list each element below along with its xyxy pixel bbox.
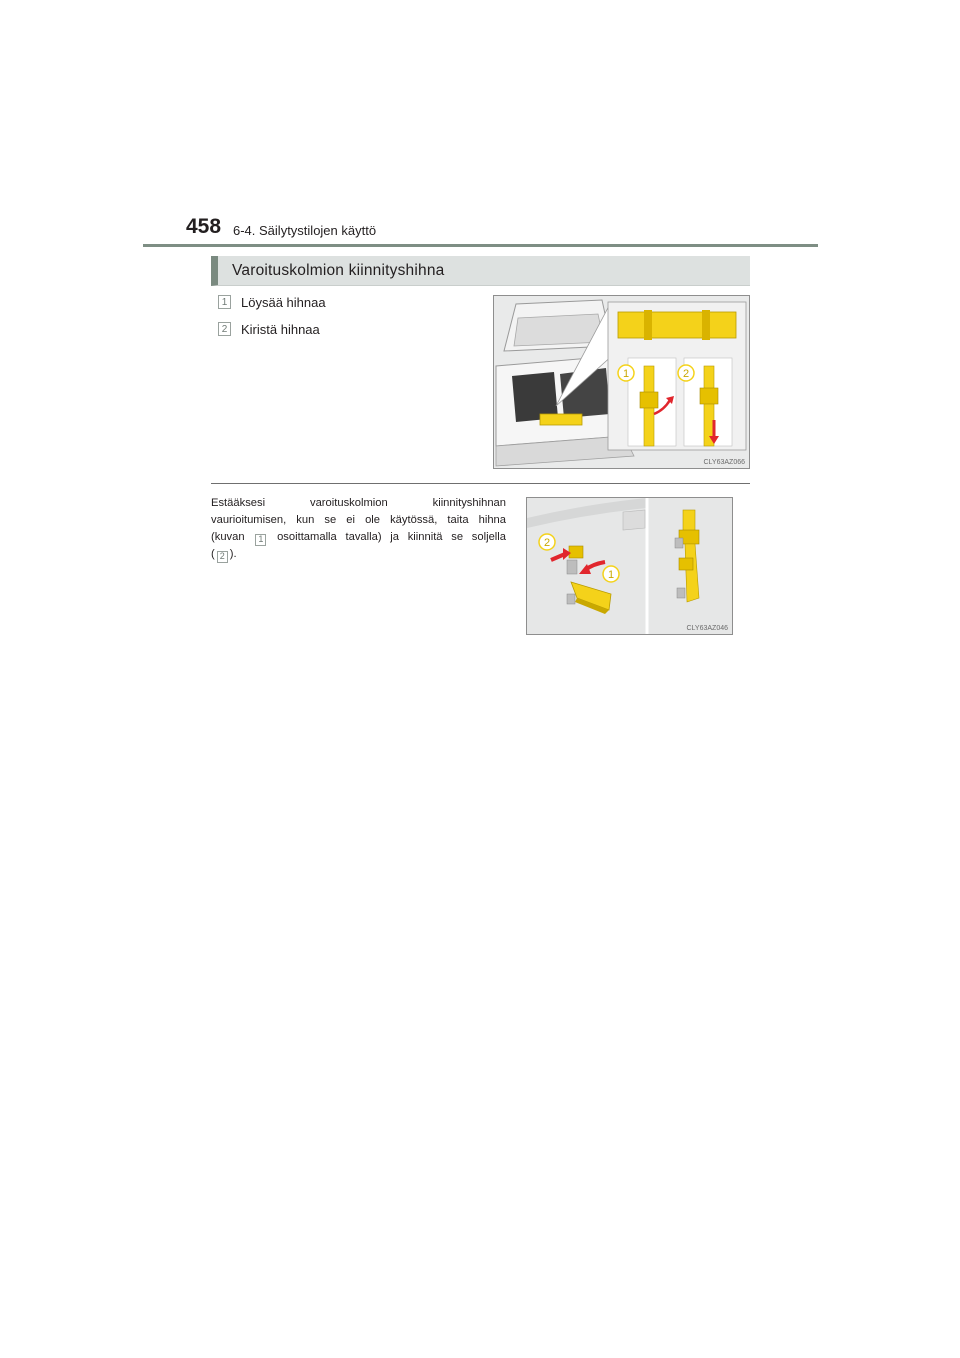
paragraph-text: osoittamalla tavalla) ja kiinnitä se soljella bbox=[277, 531, 507, 543]
figure-trunk-strap bbox=[493, 295, 750, 469]
strap-fold-illustration bbox=[527, 498, 733, 635]
figure-strap-fold bbox=[526, 497, 733, 635]
figure1-callout-1: 1 bbox=[622, 368, 630, 380]
section-heading-bar bbox=[211, 256, 750, 286]
paragraph-line: vaurioitumisen, kun se ei ole käytössä, taita hihna bbox=[211, 514, 506, 526]
step-item-2 bbox=[218, 320, 320, 338]
paragraph-line: Estääksesi varoituskolmion kiinnityshihnan bbox=[211, 497, 506, 509]
page-number: 458 bbox=[186, 215, 222, 238]
inline-badge: 2 bbox=[217, 551, 228, 563]
step-badge: 2 bbox=[218, 322, 231, 336]
instruction-paragraph bbox=[211, 495, 506, 563]
figure2-callout-2: 2 bbox=[543, 537, 551, 549]
paragraph-text: ( bbox=[211, 548, 215, 560]
paragraph-text: ). bbox=[229, 548, 237, 560]
step-text: Löysää hihnaa bbox=[241, 294, 326, 310]
section-divider bbox=[211, 483, 750, 484]
trunk-illustration bbox=[494, 296, 750, 469]
step-badge: 1 bbox=[218, 295, 231, 309]
paragraph-text: (kuvan bbox=[211, 531, 245, 543]
paragraph-line bbox=[211, 529, 506, 546]
figure1-callout-2: 2 bbox=[682, 368, 690, 380]
step-text: Kiristä hihnaa bbox=[241, 321, 320, 337]
section-reference: 6-4. Säilytystilojen käyttö bbox=[233, 223, 377, 238]
header-rule bbox=[143, 244, 818, 247]
figure-code: CLY63AZ046 bbox=[686, 625, 728, 632]
figure2-callout-1: 1 bbox=[607, 569, 615, 581]
paragraph-line bbox=[211, 546, 506, 563]
figure-code: CLY63AZ066 bbox=[703, 459, 745, 466]
inline-badge: 1 bbox=[255, 534, 266, 546]
section-heading: Varoituskolmion kiinnityshihna bbox=[232, 262, 445, 279]
step-item-1 bbox=[218, 293, 326, 311]
